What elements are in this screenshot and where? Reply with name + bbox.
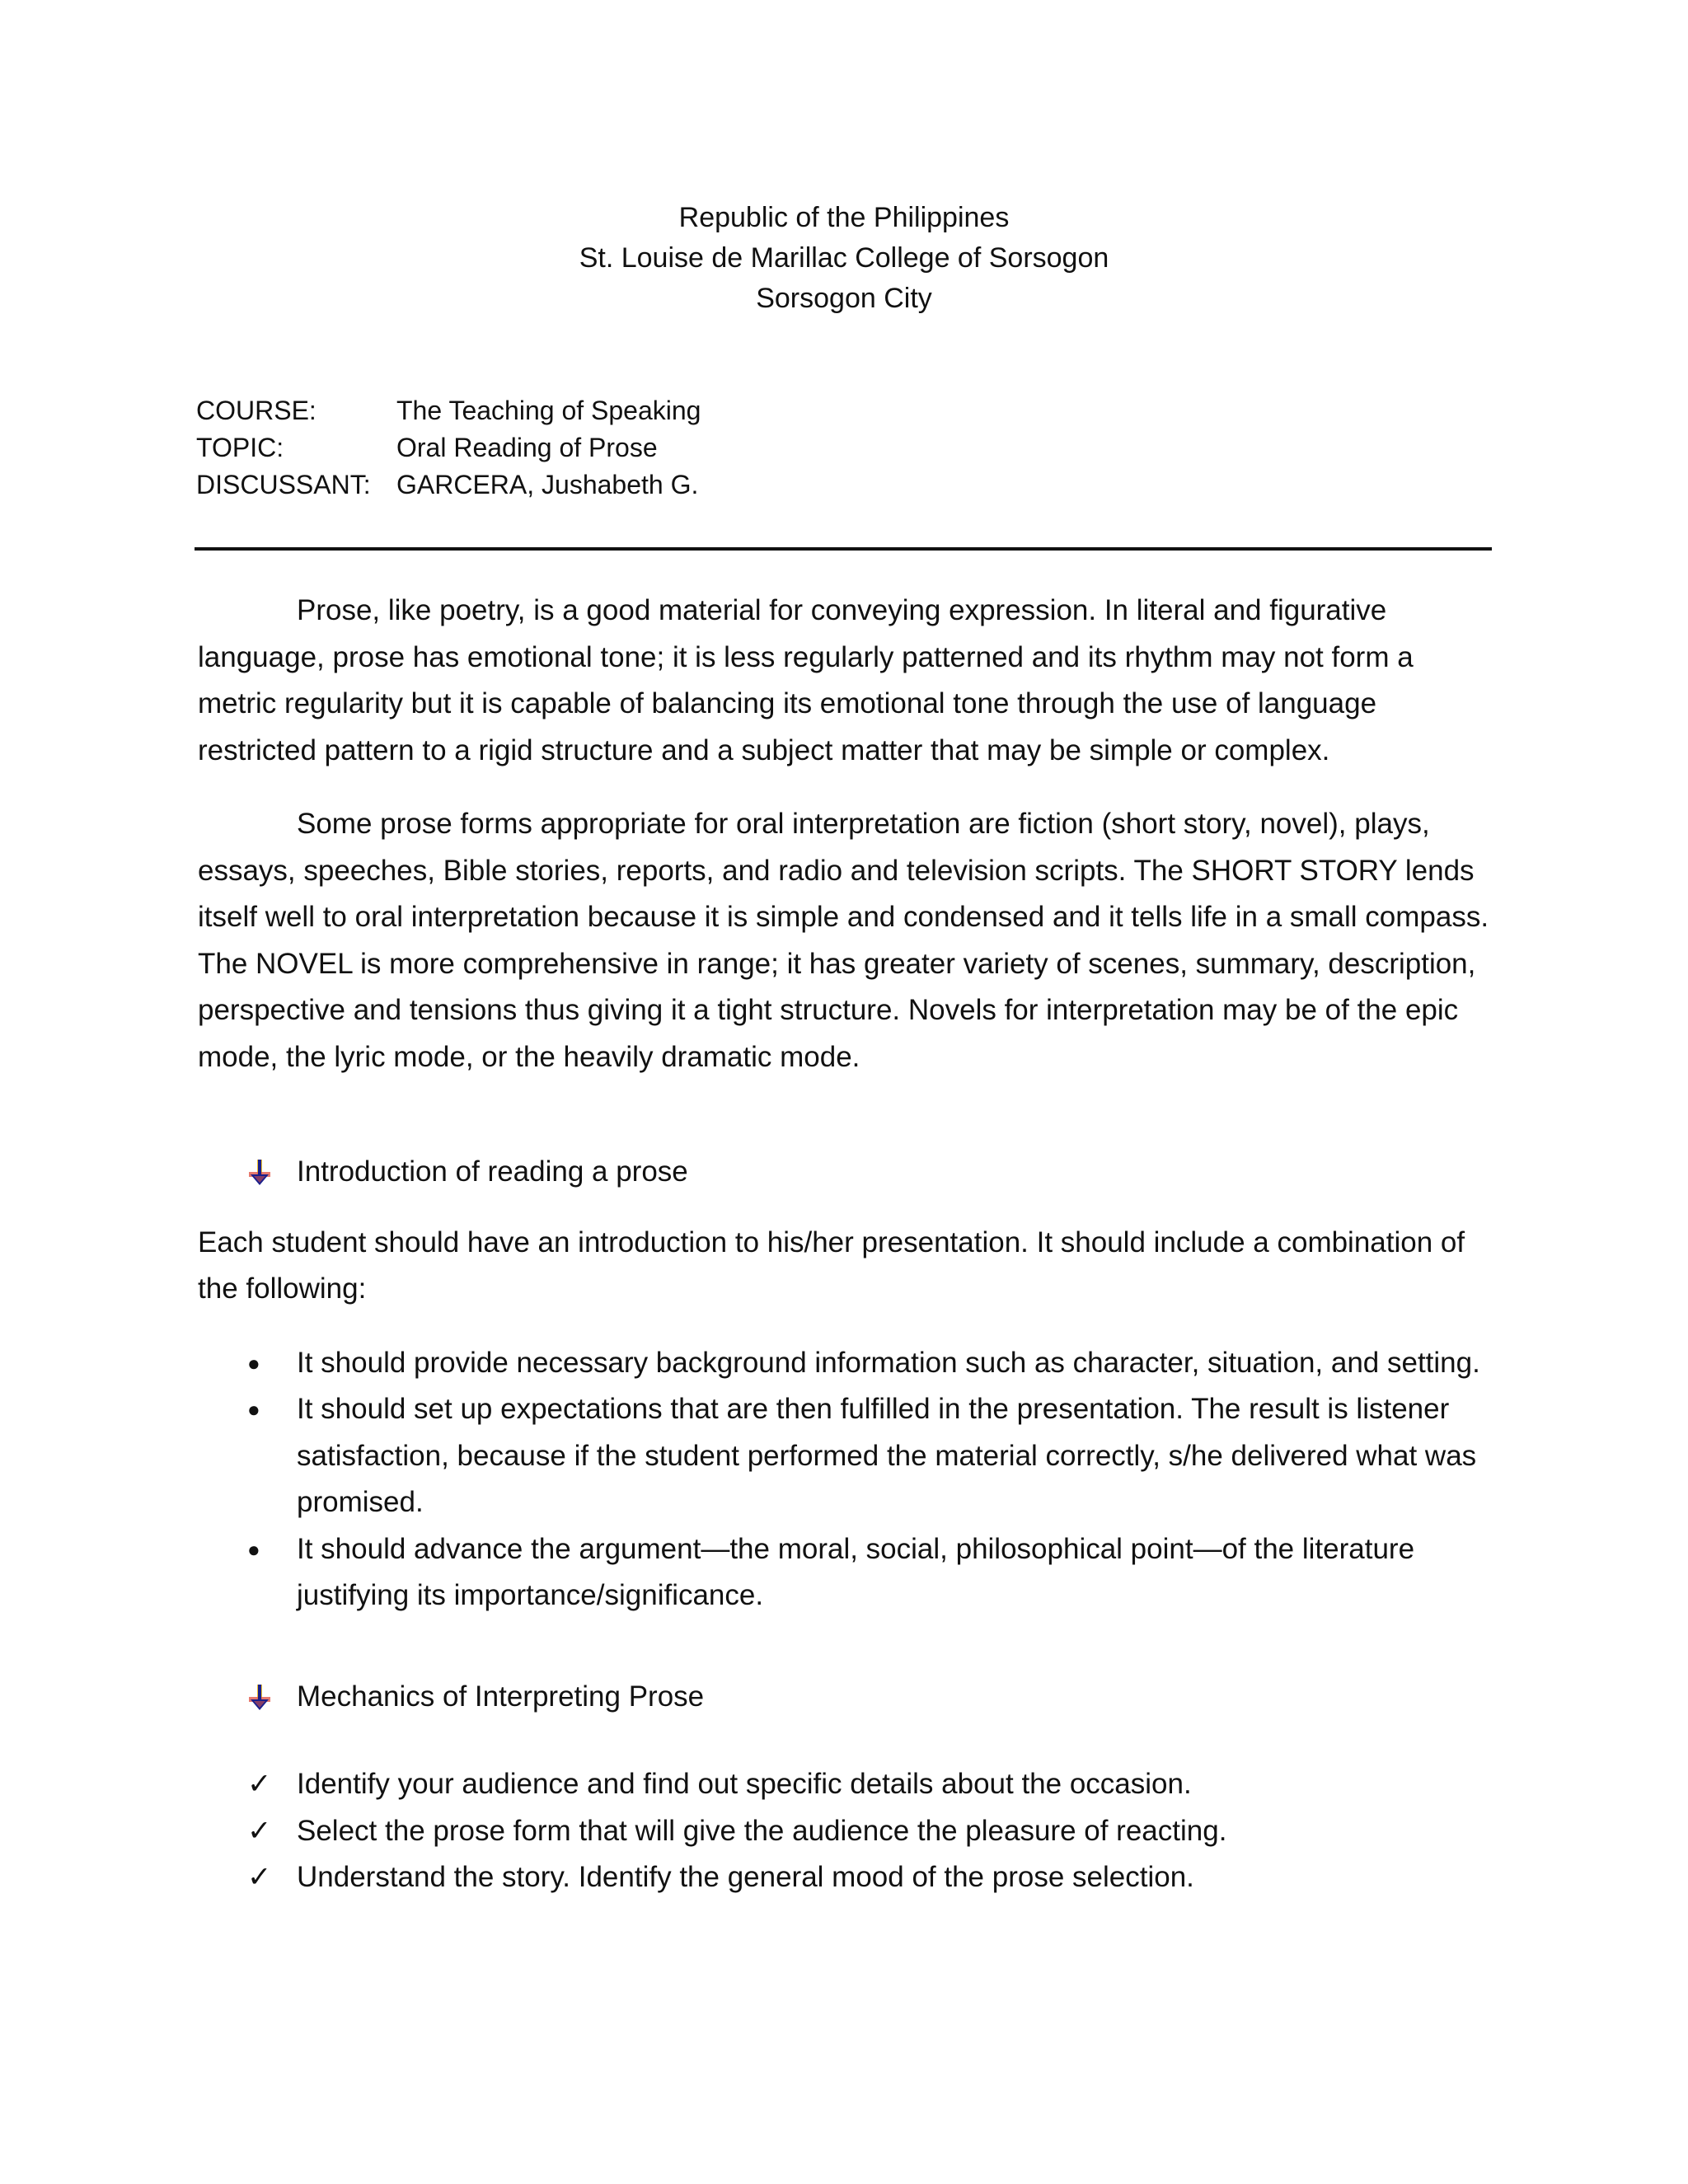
checklist	[198, 1761, 1493, 1901]
list-item	[247, 1526, 1493, 1619]
section-heading-mechanics	[247, 1674, 1493, 1721]
checkmark-icon: ✓	[247, 1768, 272, 1800]
bullet-dot-icon: ●	[247, 1397, 260, 1422]
list-item	[247, 1854, 1493, 1901]
course-label: COURSE:	[196, 396, 316, 425]
bullet-dot-icon: ●	[247, 1536, 260, 1562]
list-item-text: It should advance the argument—the moral, social, philosophical point—of the literature justifying its importance/significance.	[297, 1532, 1415, 1611]
topic-row	[196, 429, 701, 466]
arrow-down-icon	[247, 1155, 297, 1188]
checkmark-icon: ✓	[247, 1814, 272, 1847]
list-item	[247, 1761, 1493, 1808]
intro-paragraph: Each student should have an introduction to his/her presentation. It should include a combination of the following:	[198, 1226, 1465, 1305]
section-heading-text: Mechanics of Interpreting Prose	[297, 1680, 705, 1713]
list-item-text: It should set up expectations that are then fulfilled in the presentation. The result is listener satisfaction, because if the student performed the material correctly, s/he delivered what was promised.	[297, 1393, 1477, 1518]
body-paragraph-2: Some prose forms appropriate for oral interpretation are fiction (short story, novel), plays, essays, speeches, Bible stories, reports, and radio and television scripts. The SHORT STORY lends itself well to oral interpretation because it is simple and condensed and it tells life in a small compass. The NOVEL is more comprehensive in range; it has greater variety of scenes, summary, description, perspective and tensions thus giving it a tight structure. Novels for interpretation may be of the epic mode, the lyric mode, or the heavily dramatic mode.	[198, 808, 1489, 1073]
list-item-text: Select the prose form that will give the audience the pleasure of reacting.	[297, 1814, 1227, 1847]
header-line-college: St. Louise de Marillac College of Sorsogon	[579, 242, 1109, 274]
list-item-text: It should provide necessary background information such as character, situation, and setting.	[297, 1346, 1480, 1379]
horizontal-divider	[195, 547, 1492, 551]
bullet-list	[198, 1340, 1493, 1619]
list-item	[247, 1808, 1493, 1855]
document-header	[0, 198, 1688, 319]
bullet-dot-icon: ●	[247, 1350, 260, 1376]
course-value: The Teaching of Speaking	[396, 396, 701, 425]
arrow-down-icon	[247, 1680, 297, 1713]
header-line-country: Republic of the Philippines	[678, 202, 1010, 233]
discussant-label: DISCUSSANT:	[196, 470, 371, 499]
course-row	[196, 392, 701, 429]
list-item-text: Understand the story. Identify the general mood of the prose selection.	[297, 1861, 1194, 1893]
topic-value: Oral Reading of Prose	[396, 433, 658, 462]
header-line-city: Sorsogon City	[756, 283, 932, 314]
checkmark-icon: ✓	[247, 1861, 272, 1893]
discussant-row	[196, 466, 701, 504]
discussant-value: GARCERA, Jushabeth G.	[396, 470, 699, 499]
section-heading-text: Introduction of reading a prose	[297, 1155, 688, 1188]
section-heading-introduction	[247, 1149, 1493, 1196]
list-item	[247, 1386, 1493, 1526]
course-info	[196, 392, 701, 504]
body-paragraph-1: Prose, like poetry, is a good material for conveying expression. In literal and figurative language, prose has emotional tone; it is less regularly patterned and its rhythm may not form a metric regularity but it is capable of balancing its emotional tone through the use of language restricted pattern to a rigid structure and a subject matter that may be simple or complex.	[198, 594, 1414, 766]
list-item-text: Identify your audience and find out specific details about the occasion.	[297, 1768, 1192, 1800]
topic-label: TOPIC:	[196, 433, 284, 462]
list-item	[247, 1340, 1493, 1387]
document-body	[198, 588, 1493, 1901]
